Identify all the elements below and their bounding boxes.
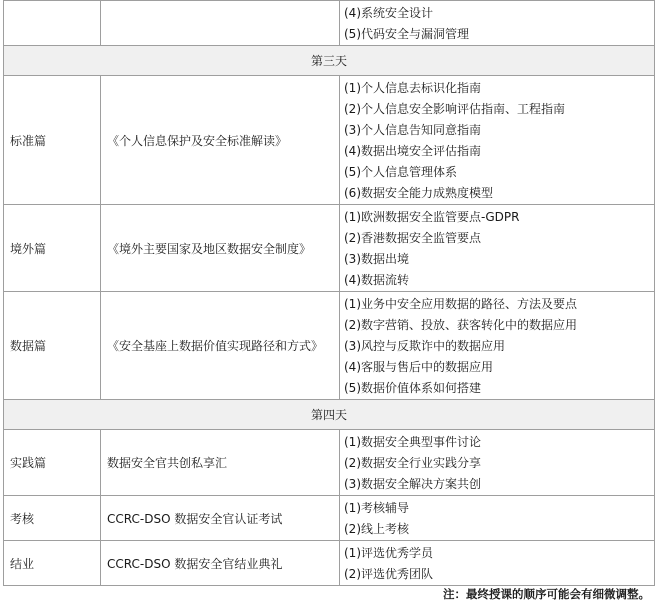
- table-row: [4, 430, 655, 496]
- topic-item: (2)数据安全行业实践分享: [344, 456, 481, 470]
- topic-item: (2)评选优秀团队: [344, 567, 433, 581]
- course-title-cell: 数据安全官共创私享汇: [101, 430, 340, 496]
- day-header-row: [4, 46, 655, 76]
- course-title-cell: 《个人信息保护及安全标准解读》: [101, 76, 340, 205]
- topic-item: (2)数字营销、投放、获客转化中的数据应用: [344, 318, 577, 332]
- topics-cell: [340, 1, 655, 46]
- topics-cell: [340, 541, 655, 586]
- category-cell: 结业: [4, 541, 101, 586]
- footnote: 注：最终授课的顺序可能会有细微调整。: [443, 587, 650, 601]
- topic-item: (3)数据安全解决方案共创: [344, 477, 481, 491]
- topic-item: (2)线上考核: [344, 522, 409, 536]
- topic-item: (2)香港数据安全监管要点: [344, 231, 481, 245]
- topic-item: (1)业务中安全应用数据的路径、方法及要点: [344, 297, 577, 311]
- topic-item: (3)风控与反欺诈中的数据应用: [344, 339, 505, 353]
- topic-item: (4)数据流转: [344, 273, 409, 287]
- category-cell: 考核: [4, 496, 101, 541]
- schedule-table: [3, 0, 655, 586]
- topic-item: (5)个人信息管理体系: [344, 165, 457, 179]
- topic-item: (1)欧洲数据安全监管要点-GDPR: [344, 210, 520, 224]
- course-title-cell: CCRC-DSO 数据安全官结业典礼: [101, 541, 340, 586]
- topics-cell: [340, 76, 655, 205]
- topic-item: (2)个人信息安全影响评估指南、工程指南: [344, 102, 565, 116]
- topic-item: (5)数据价值体系如何搭建: [344, 381, 481, 395]
- category-cell: 数据篇: [4, 292, 101, 400]
- topic-item: (3)个人信息告知同意指南: [344, 123, 481, 137]
- table-row: [4, 76, 655, 205]
- category-cell: 实践篇: [4, 430, 101, 496]
- topic-item: (4)客服与售后中的数据应用: [344, 360, 493, 374]
- topics-cell: [340, 430, 655, 496]
- topic-item: (1)评选优秀学员: [344, 546, 433, 560]
- category-cell: [4, 1, 101, 46]
- table-row: [4, 1, 655, 46]
- table-row: [4, 496, 655, 541]
- table-row: [4, 541, 655, 586]
- course-title-cell: 《安全基座上数据价值实现路径和方式》: [101, 292, 340, 400]
- topic-item: (1)个人信息去标识化指南: [344, 81, 481, 95]
- day-header: 第四天: [4, 400, 655, 430]
- table-row: [4, 205, 655, 292]
- day-header-row: [4, 400, 655, 430]
- category-cell: 标准篇: [4, 76, 101, 205]
- topic-item: (4)系统安全设计: [344, 6, 433, 20]
- topic-item: (4)数据出境安全评估指南: [344, 144, 481, 158]
- table-row: [4, 292, 655, 400]
- topics-cell: [340, 292, 655, 400]
- day-header: 第三天: [4, 46, 655, 76]
- course-title-cell: CCRC-DSO 数据安全官认证考试: [101, 496, 340, 541]
- category-cell: 境外篇: [4, 205, 101, 292]
- topic-item: (3)数据出境: [344, 252, 409, 266]
- topics-cell: [340, 205, 655, 292]
- course-title-cell: 《境外主要国家及地区数据安全制度》: [101, 205, 340, 292]
- topics-cell: [340, 496, 655, 541]
- topic-item: (5)代码安全与漏洞管理: [344, 27, 469, 41]
- topic-item: (6)数据安全能力成熟度模型: [344, 186, 493, 200]
- topic-item: (1)考核辅导: [344, 501, 409, 515]
- topic-item: (1)数据安全典型事件讨论: [344, 435, 481, 449]
- course-title-cell: [101, 1, 340, 46]
